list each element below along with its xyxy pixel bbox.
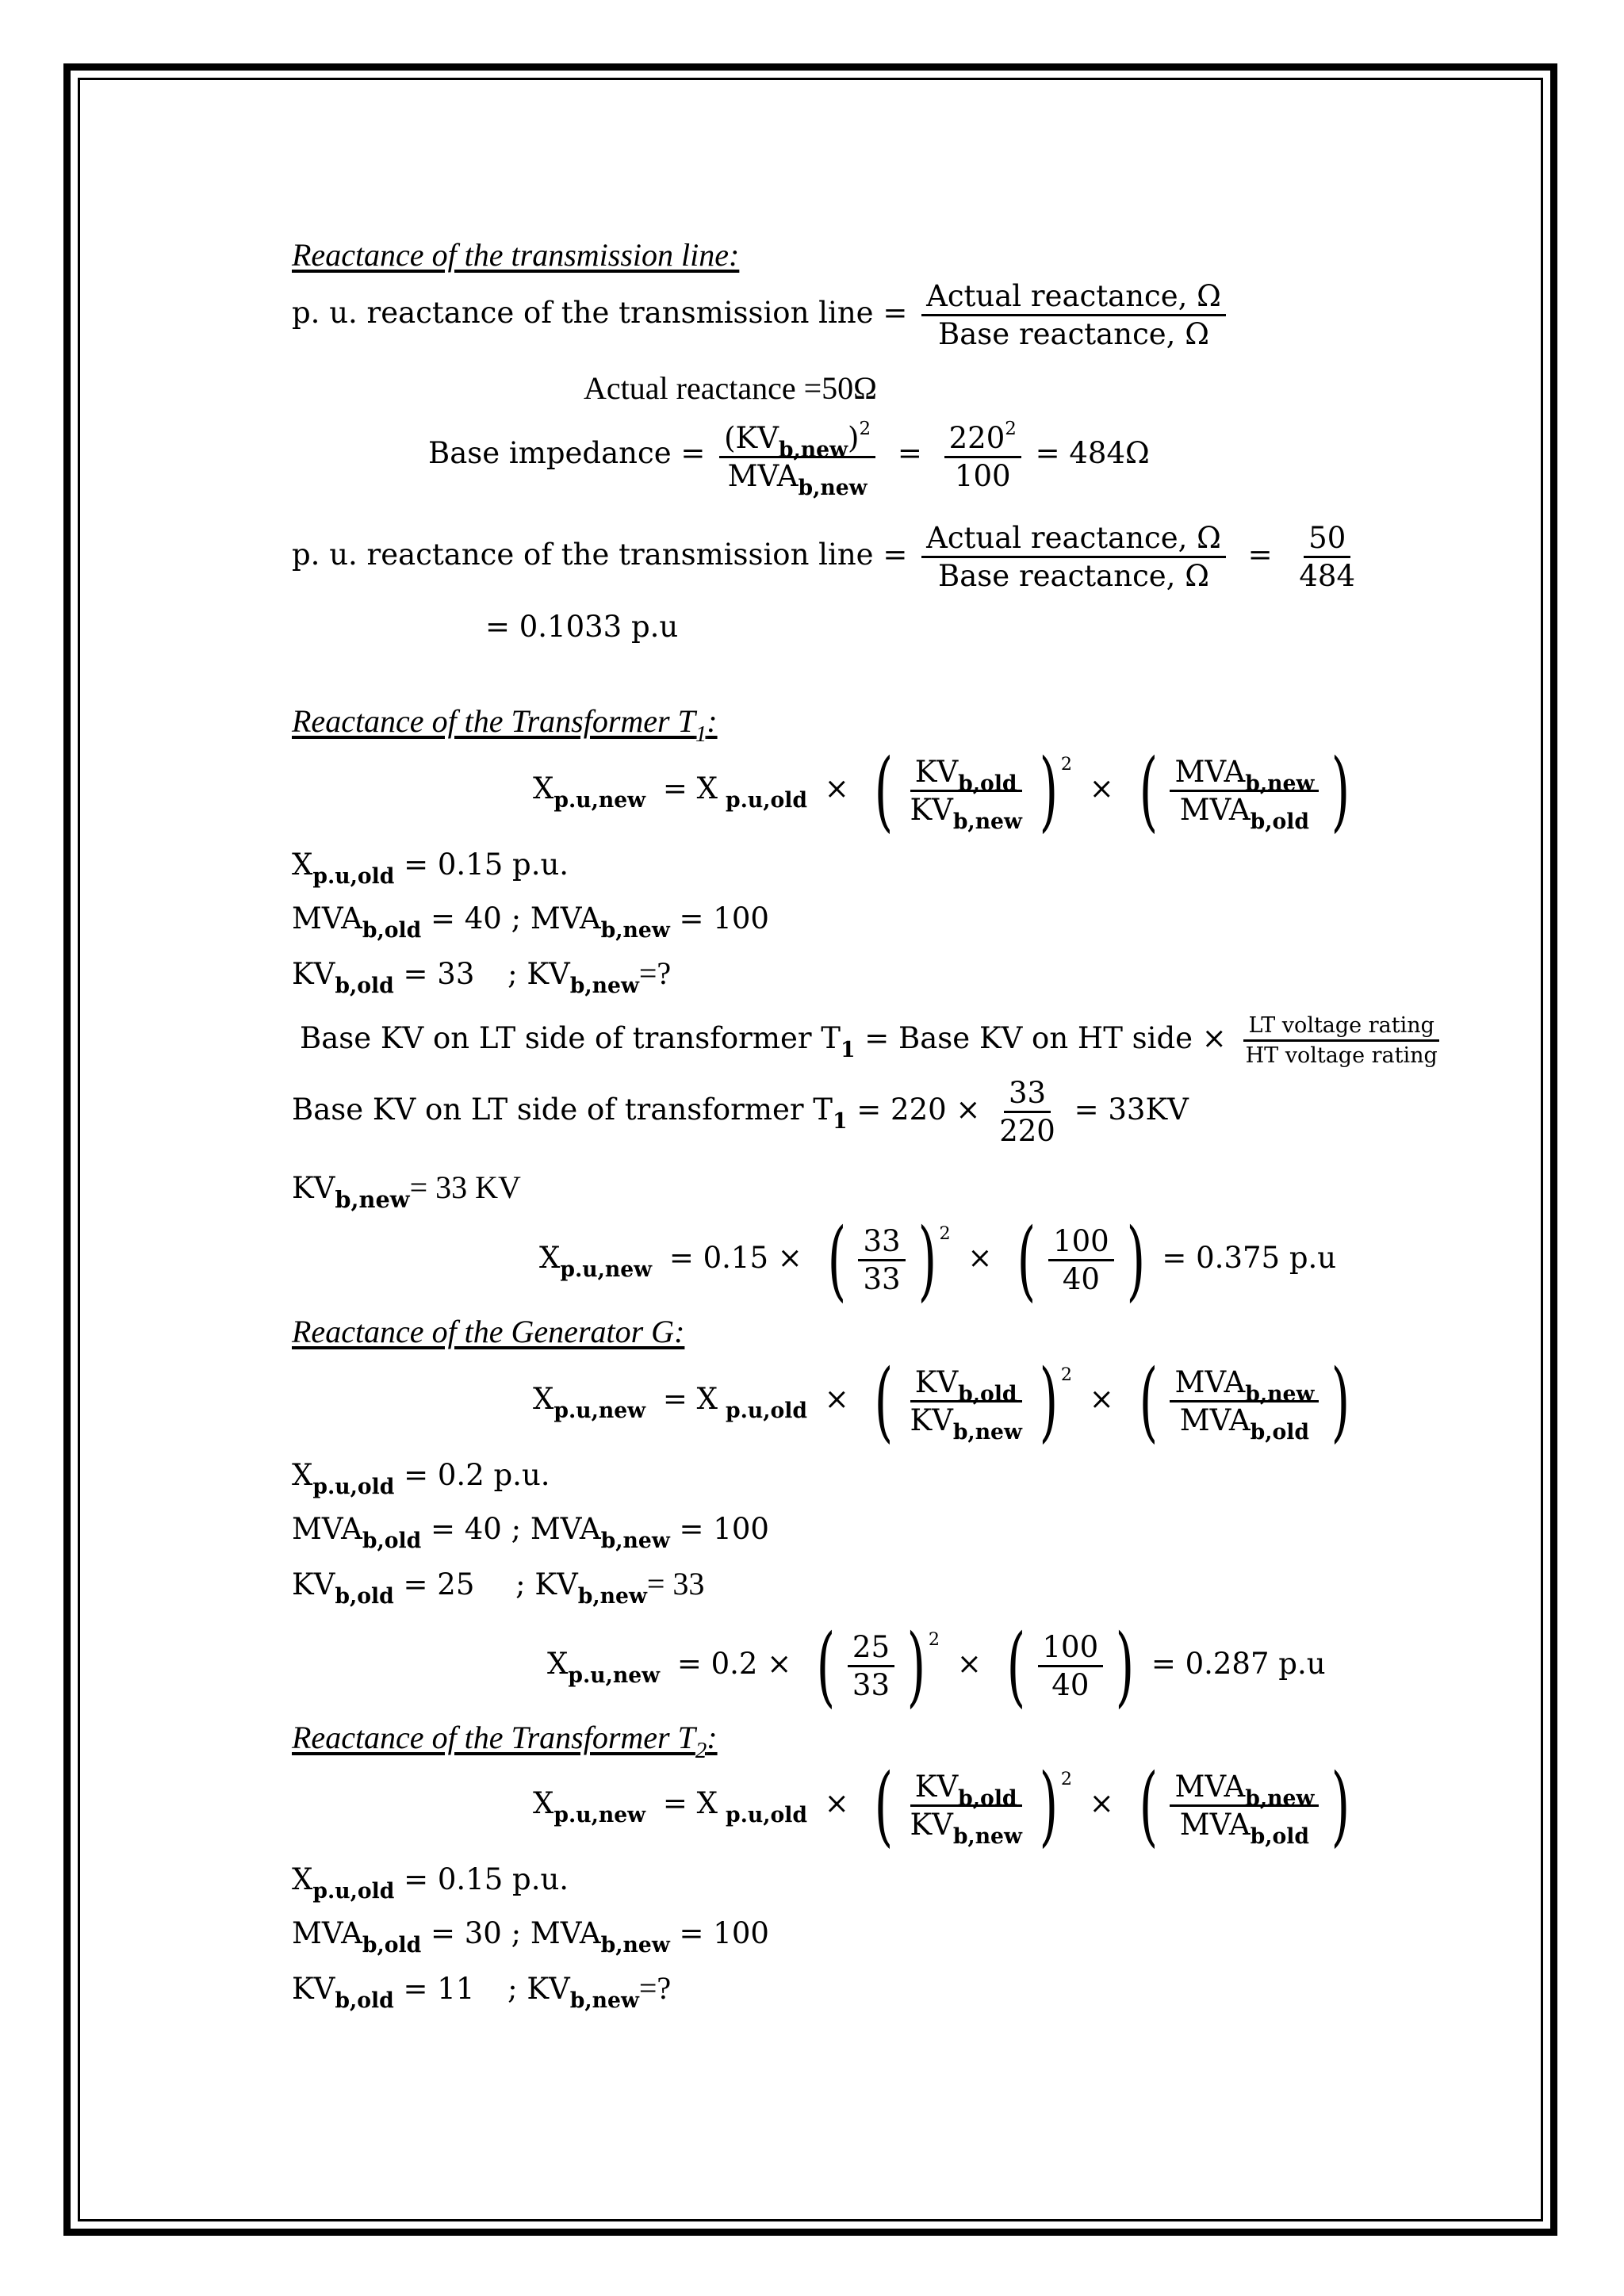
equals: = [897, 436, 922, 471]
gen-kv: $KV_{b,old} = 25$ ; $KV_{b,new}= 33$ [292, 1566, 705, 1609]
heading-subscript: 1 [695, 721, 707, 748]
base-kv-rule: Base KV on LT side of transformer $T_1$ = Base KV on HT side × $\frac{\text{LT voltage rating}}{\text{HT voltage rating}}$ [300, 1015, 1447, 1066]
fraction-numerator: $(KV_{b,new})^2$ [719, 420, 875, 458]
pu-label: p. u. reactance of the transmission line = [292, 296, 908, 330]
kv-ratio: ( $\frac{KV_{b,old}}{KV_{b,new}}$ ) [874, 740, 1059, 841]
fraction-numerator: 50 [1304, 523, 1350, 558]
line-pu-formula [292, 281, 1231, 349]
base-impedance-formula [428, 419, 1150, 501]
heading-transmission-line [292, 239, 739, 271]
conversion-formula-t1: $X_{p.u,new} = X$ $_{p.u,old}$ × ( $\frac{KV_{b,old}}{KV_{b,new}}$ ) $^2$ × ( $\frac{MVA_{b,new}}{MVA_{b,old}}$ ) [533, 752, 1358, 830]
reactance-fraction [921, 281, 1226, 349]
t1-mva: $MVA_{b,old} = 40$ ; $MVA_{b,new} = 100$ [292, 901, 769, 943]
t1-result: = 0.375 p.u [1162, 1241, 1337, 1275]
gen-result: = 0.287 p.u [1151, 1647, 1326, 1681]
pu-label: p. u. reactance of the transmission line = [292, 538, 908, 572]
heading-subscript: 2 [695, 1738, 707, 1764]
line-pu-calc [292, 523, 1365, 591]
gen-result-calc: $X_{p.u,new} = 0.2$ × ( $\frac{25}{33}$ ) $^2$ × ( $\frac{100}{40}$ ) = 0.287 p.u [547, 1615, 1326, 1716]
kv-mva-fraction [719, 419, 875, 501]
line-pu-result [485, 610, 679, 644]
t1-kv: $KV_{b,old} = 33$ ; $KV_{b,new}=$? [292, 955, 672, 999]
fraction-numerator: $220^2$ [944, 420, 1021, 458]
base-kv-calc: Base KV on LT side of transformer $T_1 = 220$ × $\frac{33}{220}$ = 33KV [292, 1076, 1189, 1148]
heading-text: Reactance of the Generator G: [292, 1314, 685, 1349]
t2-xold: $X_{p.u,old} = 0.15$ p.u. [292, 1862, 569, 1904]
actual-reactance: Actual reactance =50Ω [584, 370, 877, 406]
numeric-fraction [1294, 523, 1360, 591]
t2-kv: $KV_{b,old} = 11$ ; $KV_{b,new}=$? [292, 1970, 672, 2014]
t1-kvnew: $KV_{b,new}= 33$ KV [292, 1169, 521, 1214]
fraction-numerator: Actual reactance, Ω [921, 281, 1226, 316]
fraction-denominator: $MVA_{b,new}$ [727, 459, 868, 501]
heading-transformer-t2 [292, 1720, 718, 1764]
equals: = [1247, 538, 1273, 572]
heading-text: Reactance of the transmission line: [292, 237, 740, 273]
line-result: = 0.1033 p.u [485, 610, 679, 644]
heading-transformer-t1 [292, 703, 718, 748]
t2-mva: $MVA_{b,old} = 30$ ; $MVA_{b,new} = 100$ [292, 1916, 769, 1958]
fraction-denominator: 100 [954, 459, 1011, 494]
fraction-denominator: Base reactance, Ω [938, 559, 1209, 593]
base-impedance-result: = 484Ω [1035, 436, 1150, 471]
base-impedance-label: Base impedance = [428, 436, 706, 471]
gen-xold: $X_{p.u,old} = 0.2$ p.u. [292, 1458, 550, 1500]
fraction-numerator: Actual reactance, Ω [921, 523, 1226, 558]
conversion-formula-t2: $X_{p.u,new} = X$ $_{p.u,old}$ × ( $\frac{KV_{b,old}}{KV_{b,new}}$ ) $^2$ × ( $\frac{MVA_{b,new}}{MVA_{b,old}}$ ) [533, 1755, 1350, 1856]
t1-xold: $X_{p.u,old} = 0.15$ p.u. [292, 848, 569, 890]
heading-colon: : [707, 1720, 718, 1755]
gen-mva: $MVA_{b,old} = 40$ ; $MVA_{b,new} = 100$ [292, 1512, 769, 1554]
conversion-formula-gen: $X_{p.u,new} = X$ $_{p.u,old}$ × ( $\frac{KV_{b,old}}{KV_{b,new}}$ ) $^2$ × ( $\frac{MVA_{b,new}}{MVA_{b,old}}$ ) [533, 1350, 1350, 1452]
heading-generator [292, 1316, 684, 1348]
heading-text: Reactance of the Transformer T [292, 1720, 695, 1755]
numeric-fraction [944, 419, 1021, 494]
fraction-denominator: Base reactance, Ω [938, 317, 1209, 351]
mva-ratio: ( $\frac{MVA_{b,new}}{MVA_{b,old}}$ ) [1139, 740, 1350, 841]
actual-reactance-line [584, 370, 877, 406]
reactance-fraction [921, 523, 1226, 591]
fraction-denominator: 484 [1299, 559, 1356, 593]
heading-text: Reactance of the Transformer T [292, 703, 695, 739]
t1-result-calc: $X_{p.u,new} = 0.15$ × ( $\frac{33}{33}$ ) $^2$ × ( $\frac{100}{40}$ ) = 0.375 p.u [539, 1209, 1337, 1311]
heading-colon: : [707, 703, 718, 739]
